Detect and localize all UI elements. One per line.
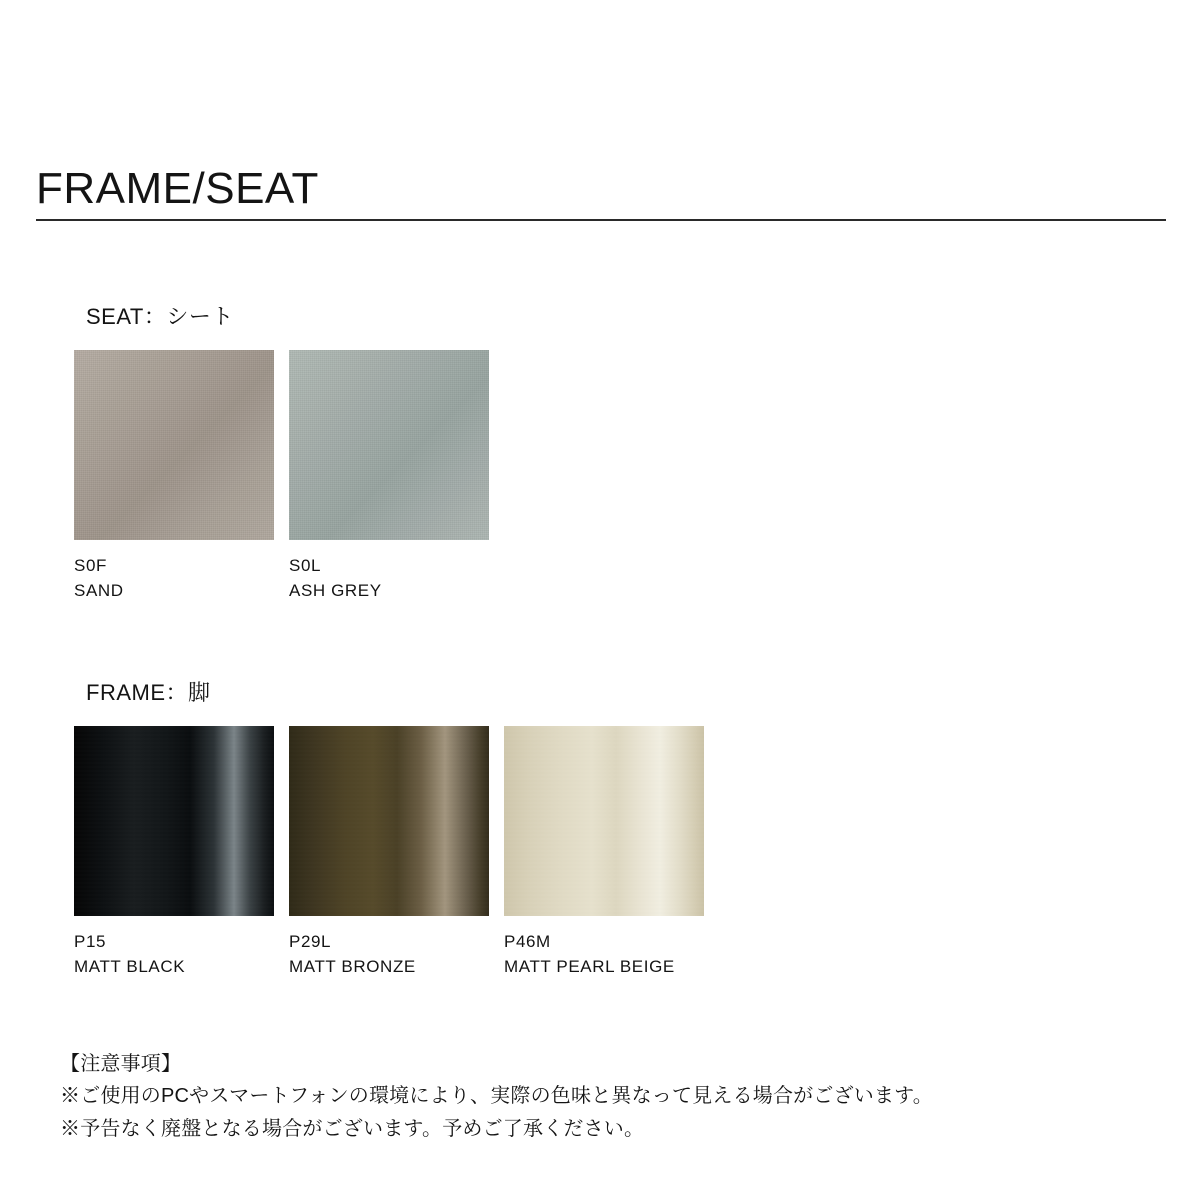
- swatch-item-p46m[interactable]: [504, 726, 704, 979]
- title-divider: [36, 219, 1166, 221]
- swatch-chip-p15[interactable]: [74, 726, 274, 916]
- swatch-name-p46m: MATT PEARL BEIGE: [504, 956, 675, 976]
- notes-line-2: ※予告なく廃盤となる場合がございます。予めご了承ください。: [60, 1117, 645, 1140]
- swatch-chip-p29l[interactable]: [289, 726, 489, 916]
- swatch-chip-s0l[interactable]: [289, 350, 489, 540]
- swatch-code-p46m: P46M: [504, 932, 551, 951]
- swatch-code-p29l: P29L: [289, 932, 332, 951]
- frame-swatch-row: [74, 726, 719, 979]
- swatch-code-s0f: S0F: [74, 556, 107, 575]
- swatch-name-s0l: ASH GREY: [289, 580, 382, 600]
- swatch-chip-s0f[interactable]: [74, 350, 274, 540]
- swatch-name-p29l: MATT BRONZE: [289, 956, 416, 976]
- swatch-item-p29l[interactable]: [289, 726, 489, 979]
- notes-line-1: ※ご使用のPCやスマートフォンの環境により、実際の色味と異なって見える場合がございます。: [60, 1085, 933, 1108]
- seat-swatch-row: [74, 350, 504, 603]
- swatch-item-s0l[interactable]: [289, 350, 489, 603]
- swatch-item-s0f[interactable]: [74, 350, 274, 603]
- swatch-name-s0f: SAND: [74, 580, 124, 600]
- notes-block: [60, 1048, 933, 1145]
- page-title: FRAME/SEAT: [36, 164, 319, 214]
- section-heading-seat: SEAT：シート: [86, 304, 234, 329]
- swatch-name-p15: MATT BLACK: [74, 956, 186, 976]
- notes-title: 【注意事項】: [60, 1053, 182, 1075]
- section-heading-frame: FRAME：脚: [86, 680, 211, 705]
- swatch-chip-p46m[interactable]: [504, 726, 704, 916]
- swatch-code-s0l: S0L: [289, 556, 322, 575]
- swatch-item-p15[interactable]: [74, 726, 274, 979]
- swatch-code-p15: P15: [74, 932, 107, 951]
